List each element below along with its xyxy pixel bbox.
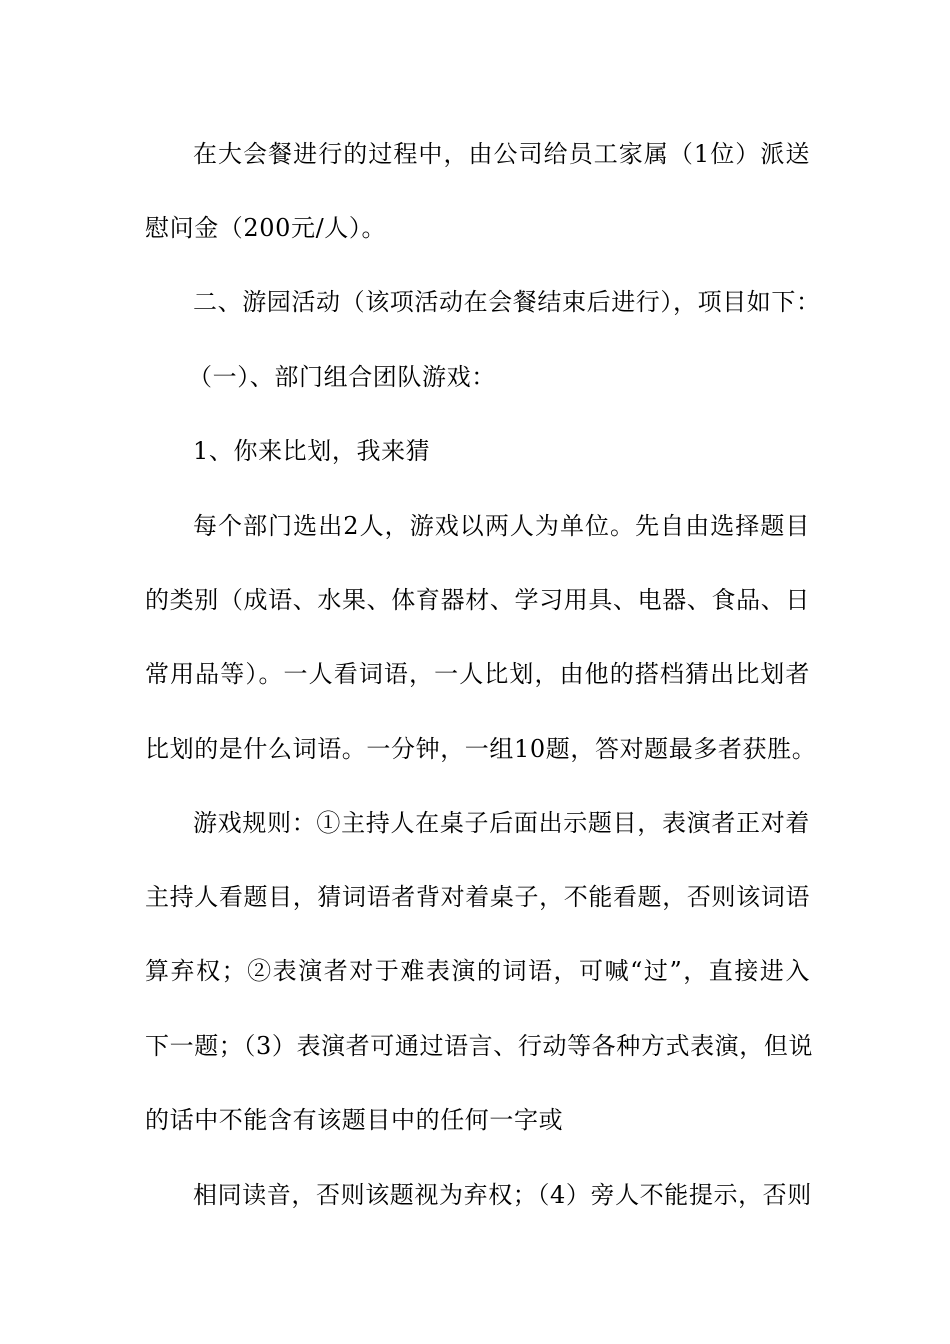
- paragraph-line: 的话中不能含有该题目中的任何一字或: [145, 1106, 564, 1134]
- paragraph-line: 每个部门选出2人，游戏以两人为单位。先自由选择题目: [193, 512, 810, 540]
- subsection-heading: （一）、部门组合团队游戏：: [188, 363, 496, 391]
- item-heading: 1、你来比划，我来猜: [193, 437, 431, 465]
- paragraph-line: 比划的是什么词语。一分钟，一组10题，答对题最多者获胜。: [145, 735, 817, 763]
- paragraph-line: 算弃权；②表演者对于难表演的词语，可喊“过”，直接进入: [145, 957, 810, 985]
- paragraph-line: 的类别（成语、水果、体育器材、学习用具、电器、食品、日: [145, 586, 810, 614]
- paragraph-line: 主持人看题目，猜词语者背对着桌子，不能看题，否则该词语: [145, 883, 810, 911]
- paragraph-line: 下一题；（3）表演者可通过语言、行动等各种方式表演，但说: [145, 1032, 814, 1060]
- paragraph-line: 在大会餐进行的过程中，由公司给员工家属（1位）派送: [193, 140, 810, 168]
- paragraph-line: 慰问金（200元/人）。: [145, 214, 387, 242]
- paragraph-line: 游戏规则：①主持人在桌子后面出示题目，表演者正对着: [193, 809, 810, 837]
- section-heading: 二、游园活动（该项活动在会餐结束后进行），项目如下：: [193, 288, 821, 316]
- paragraph-line: 相同读音，否则该题视为弃权；（4）旁人不能提示，否则: [193, 1181, 812, 1209]
- paragraph-line: 常用品等）。一人看词语，一人比划，由他的搭档猜出比划者: [145, 660, 810, 688]
